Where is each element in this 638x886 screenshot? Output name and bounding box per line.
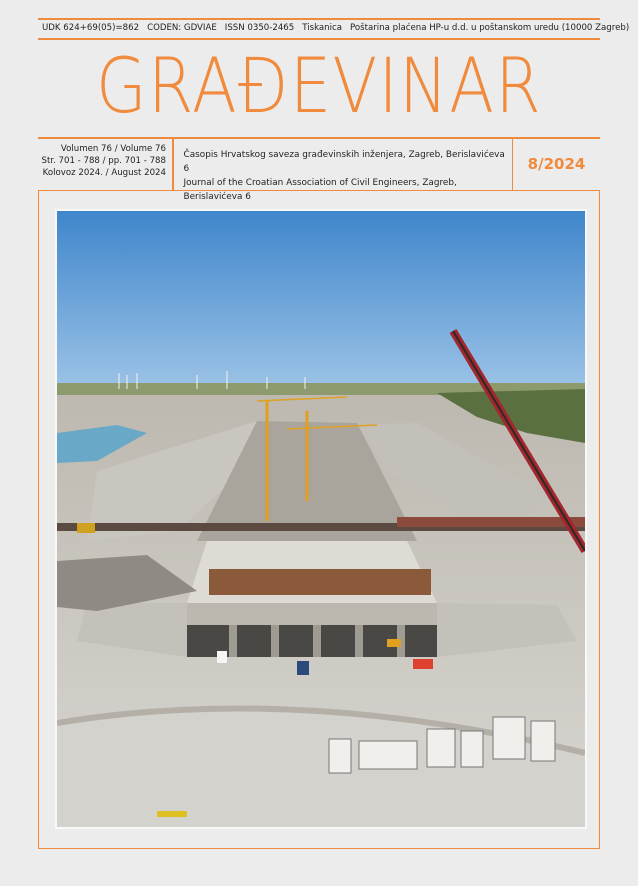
sheet-pile-wall-right (397, 517, 585, 527)
journal-description (174, 138, 512, 202)
volume-line: Volumen 76 / Volume 76 (60, 144, 166, 154)
coden-code: CODEN: GDVIAE (147, 23, 217, 33)
udk-code: UDK 624+69(05)=862 (42, 23, 140, 33)
tiskanica-label: Tiskanica (302, 23, 343, 33)
cover-photo-frame (38, 190, 600, 849)
volume-info (38, 138, 172, 190)
info-row (38, 138, 600, 202)
structure-wall (187, 603, 437, 625)
pages-line: Str. 701 - 788 / pp. 701 - 788 (41, 156, 166, 166)
construction-site-illustration (57, 211, 585, 827)
info-divider-right (512, 138, 514, 190)
top-info-bar (38, 18, 630, 38)
sky (57, 211, 585, 389)
issn-code: ISSN 0350-2465 (224, 23, 295, 33)
journal-name-en: Journal of the Croatian Association of Civil Engineers, Zagreb, Berislavićeva 6 (183, 178, 457, 202)
journal-name-hr: Časopis Hrvatskog saveza građevinskih inženjera, Zagreb, Berislavićeva 6 (183, 150, 505, 174)
issue-number: 8/2024 (527, 155, 586, 173)
info-divider-left (172, 138, 174, 190)
structure-rebar-deck (209, 569, 431, 595)
cover-photo (55, 209, 587, 829)
masthead-title: GRAĐEVINAR (96, 41, 542, 130)
date-line: Kolovoz 2024. / August 2024 (42, 168, 166, 178)
postage-note: Poštarina plaćena HP-u d.d. u poštanskom uredu (10000 Zagreb) (350, 23, 630, 33)
